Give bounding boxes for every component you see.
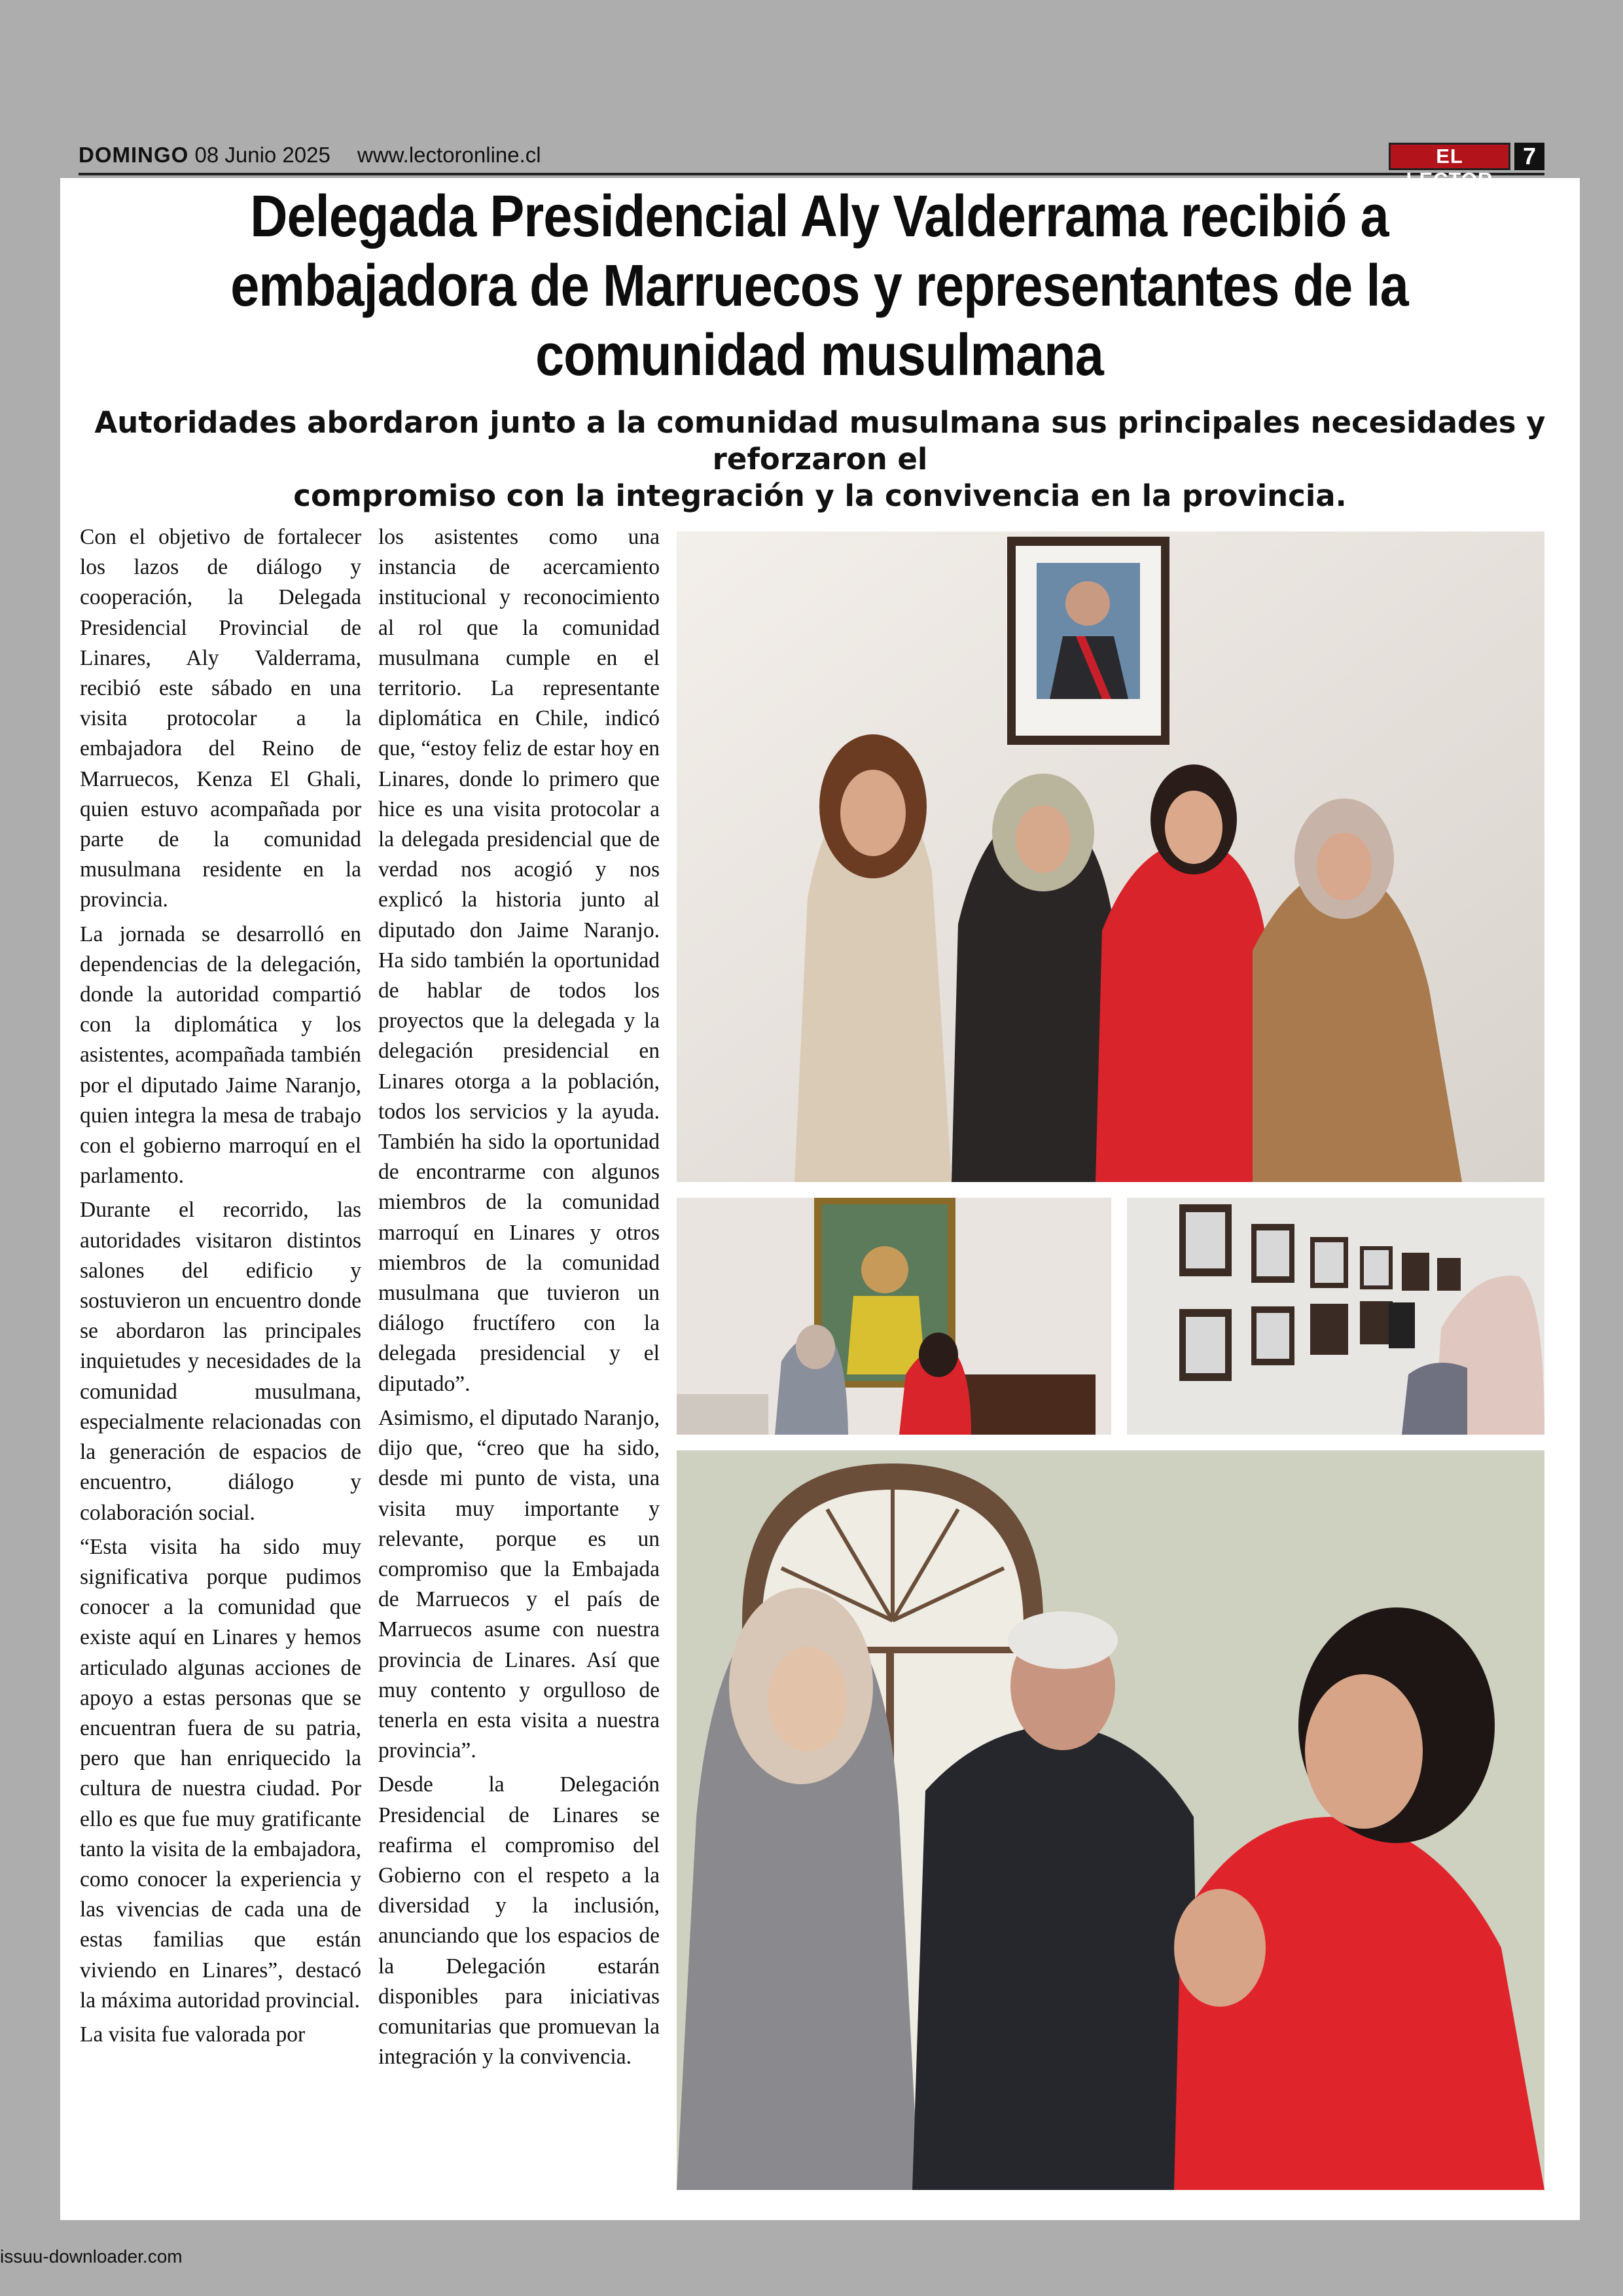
article-column-1 <box>80 522 361 2054</box>
paragraph: Asimismo, el diputado Naranjo, dijo que, “creo que ha sido, desde mi punto de vista, una visita muy importante y relevante, porque es un compromiso que la Embajada de Marruecos y el país de Marruecos asume con nuestra provincia de Linares. Así que muy contento y orgulloso de tenerla en esta visita a nuestra provincia”. <box>378 1405 660 1763</box>
download-credit: issuu-downloader.com <box>0 2246 183 2267</box>
paragraph: Con el objetivo de fortalecer los lazos de diálogo y cooperación, la Delegada Presidencial Provincial de Linares, Aly Valderrama, recibió este sábado en una visita protocolar a la embajadora del Reino de Marruecos, Kenza El Ghali, quien estuvo acompañada por parte de la comunidad musulmana residente en la provincia. <box>80 525 361 912</box>
issue-day: DOMINGO <box>79 143 189 167</box>
page-number: 7 <box>1514 143 1544 170</box>
headline-line: embajadora de Marruecos y representantes de la <box>230 253 1408 319</box>
newspaper-page <box>60 178 1580 2220</box>
photo-painting-visit <box>677 1198 1111 1435</box>
headline-line: Delegada Presidencial Aly Valderrama recibió a <box>250 184 1389 249</box>
subheadline-line: compromiso con la integración y la convivencia en la provincia. <box>293 478 1347 513</box>
photo-portrait-wall <box>1127 1198 1544 1435</box>
subheadline <box>77 404 1563 514</box>
issue-date-text: 08 Junio 2025 <box>194 143 330 167</box>
headline-line: comunidad musulmana <box>535 323 1103 388</box>
paragraph: Durante el recorrido, las autoridades visitaron distintos salones del edificio y sostuvieron un encuentro donde se abordaron las principales inquietudes y necesidades de la comunidad musulmana, especialmente relacionadas con la generación de espacios de encuentro, diálogo y colaboración social. <box>80 1198 361 1525</box>
issue-date <box>79 143 330 168</box>
newspaper-logo: EL <box>1389 143 1510 170</box>
paragraph: “Esta visita ha sido muy significativa porque pudimos conocer a la comunidad que existe aquí en Linares y hemos articulado algunas acciones de apoyo a estas personas que se encuentran fuera de su patria, pero que han enriquecido la cultura de nuestra ciudad. Por ello es que fue muy gratificante tanto la visita de la embajadora, como conocer la experiencia y las vivencias de cada una de estas familias que están viviendo en Linares”, destacó la máxima autoridad provincial. <box>80 1534 361 2013</box>
article-column-2 <box>378 522 660 2076</box>
website-url: www.lectoronline.cl <box>357 143 541 167</box>
paragraph: La jornada se desarrolló en dependencias de la delegación, donde la autoridad compartió con la diplomática y los asistentes, acompañada también por el diputado Jaime Naranjo, quien integra la mesa de trabajo con el gobierno marroquí en el parlamento. <box>80 922 361 1189</box>
headline <box>186 182 1453 390</box>
paragraph: los asistentes como una instancia de acercamiento institucional y reconocimiento al rol que la comunidad musulmana cumple en el territorio. La representante diplomática en Chile, indicó que, “estoy feliz de estar hoy en Linares, donde lo primero que hice es una visita protocolar a la delegada presidencial que de verdad nos acogió y nos explicó la historia junto al diputado don Jaime Naranjo. Ha sido también la oportunidad de hablar de todos los proyectos que la delegada y la delegación presidencial en Linares otorga a la población, todos los servicios y la ayuda. También ha sido la oportunidad de encontrarme con algunos miembros de la comunidad marroquí en Linares y otros miembros de la comunidad musulmana que tuvieron un diálogo fructífero con la delegada presidencial y el diputado”. <box>378 525 660 1396</box>
paragraph: Desde la Delegación Presidencial de Linares se reafirma el compromiso del Gobierno con el respeto a la diversidad y la inclusión, anunciando que los espacios de la Delegación estarán disponibles para iniciativas comunitarias que promuevan la integración y la convivencia. <box>378 1772 660 2070</box>
paragraph: La visita fue valorada por <box>80 2022 306 2047</box>
page-header-bar <box>79 143 1544 175</box>
subheadline-line: Autoridades abordaron junto a la comunidad musulmana sus principales necesidades y reforzaron el <box>94 405 1546 476</box>
photo-conversation <box>677 1450 1544 2190</box>
photo-group-portrait <box>677 531 1544 1182</box>
